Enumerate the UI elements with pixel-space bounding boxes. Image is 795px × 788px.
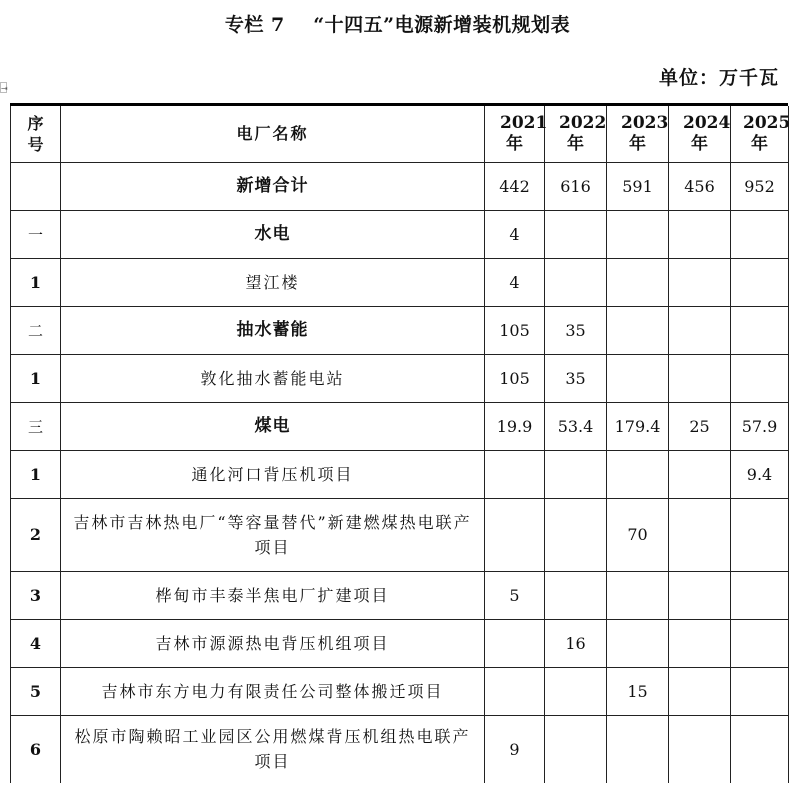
capacity-value-2024 bbox=[669, 258, 731, 306]
capacity-value-2023 bbox=[607, 450, 669, 498]
header-no: 序号 bbox=[11, 106, 61, 162]
capacity-value-2025 bbox=[731, 715, 789, 783]
capacity-value-2023: 591 bbox=[607, 162, 669, 210]
capacity-value-2022 bbox=[545, 498, 607, 571]
capacity-value-2023 bbox=[607, 258, 669, 306]
capacity-value-2025: 9.4 bbox=[731, 450, 789, 498]
capacity-value-2025 bbox=[731, 210, 789, 258]
capacity-value-2024 bbox=[669, 498, 731, 571]
table-move-handle[interactable]: ⇥ bbox=[1, 84, 8, 93]
row-number: 1 bbox=[11, 354, 61, 402]
capacity-value-2023 bbox=[607, 715, 669, 783]
capacity-value-2023 bbox=[607, 354, 669, 402]
capacity-value-2023 bbox=[607, 619, 669, 667]
row-number: 三 bbox=[11, 402, 61, 450]
header-year-2024: 2024年 bbox=[669, 106, 731, 162]
header-name: 电厂名称 bbox=[61, 106, 485, 162]
row-number: 1 bbox=[11, 450, 61, 498]
capacity-value-2021 bbox=[485, 450, 545, 498]
capacity-value-2022 bbox=[545, 667, 607, 715]
table-row bbox=[11, 306, 789, 354]
capacity-value-2025 bbox=[731, 619, 789, 667]
table-row bbox=[11, 354, 789, 402]
capacity-value-2024 bbox=[669, 354, 731, 402]
plant-name: 敦化抽水蓄能电站 bbox=[61, 354, 485, 402]
capacity-value-2024: 25 bbox=[669, 402, 731, 450]
header-year-2022: 2022年 bbox=[545, 106, 607, 162]
capacity-value-2022 bbox=[545, 210, 607, 258]
planning-table-wrapper bbox=[10, 103, 791, 783]
capacity-value-2025 bbox=[731, 571, 789, 619]
capacity-value-2021: 9 bbox=[485, 715, 545, 783]
table-row bbox=[11, 619, 789, 667]
capacity-value-2023: 15 bbox=[607, 667, 669, 715]
capacity-value-2021: 4 bbox=[485, 210, 545, 258]
capacity-value-2023: 179.4 bbox=[607, 402, 669, 450]
plant-name: 吉林市东方电力有限责任公司整体搬迁项目 bbox=[61, 667, 485, 715]
row-number: 6 bbox=[11, 715, 61, 783]
plant-name: 水电 bbox=[61, 210, 485, 258]
table-title: 专栏 7 “十四五”电源新增装机规划表 bbox=[224, 14, 571, 36]
table-row bbox=[11, 715, 789, 783]
plant-name: 抽水蓄能 bbox=[61, 306, 485, 354]
table-header-row bbox=[11, 106, 789, 162]
capacity-value-2025 bbox=[731, 498, 789, 571]
capacity-value-2021: 4 bbox=[485, 258, 545, 306]
row-number: 4 bbox=[11, 619, 61, 667]
capacity-value-2021: 5 bbox=[485, 571, 545, 619]
capacity-value-2022 bbox=[545, 450, 607, 498]
capacity-value-2024 bbox=[669, 450, 731, 498]
plant-name: 望江楼 bbox=[61, 258, 485, 306]
row-number: 二 bbox=[11, 306, 61, 354]
capacity-value-2023 bbox=[607, 306, 669, 354]
capacity-value-2025: 952 bbox=[731, 162, 789, 210]
header-year-2025: 2025年 bbox=[731, 106, 789, 162]
capacity-value-2024 bbox=[669, 306, 731, 354]
capacity-value-2021: 105 bbox=[485, 354, 545, 402]
capacity-value-2022: 16 bbox=[545, 619, 607, 667]
row-number bbox=[11, 162, 61, 210]
capacity-value-2023 bbox=[607, 210, 669, 258]
table-row bbox=[11, 498, 789, 571]
plant-name: 松原市陶赖昭工业园区公用燃煤背压机组热电联产项目 bbox=[61, 715, 485, 783]
capacity-value-2024 bbox=[669, 571, 731, 619]
capacity-value-2025 bbox=[731, 258, 789, 306]
capacity-value-2022: 35 bbox=[545, 306, 607, 354]
capacity-value-2023 bbox=[607, 571, 669, 619]
row-number: 3 bbox=[11, 571, 61, 619]
capacity-value-2022 bbox=[545, 715, 607, 783]
plant-name: 吉林市源源热电背压机组项目 bbox=[61, 619, 485, 667]
capacity-value-2022: 616 bbox=[545, 162, 607, 210]
table-row bbox=[11, 667, 789, 715]
capacity-value-2023: 70 bbox=[607, 498, 669, 571]
plant-name: 桦甸市丰泰半焦电厂扩建项目 bbox=[61, 571, 485, 619]
capacity-value-2022 bbox=[545, 258, 607, 306]
capacity-value-2021 bbox=[485, 667, 545, 715]
row-number: 一 bbox=[11, 210, 61, 258]
plant-name: 煤电 bbox=[61, 402, 485, 450]
row-number: 1 bbox=[11, 258, 61, 306]
row-number: 2 bbox=[11, 498, 61, 571]
capacity-value-2021: 19.9 bbox=[485, 402, 545, 450]
capacity-value-2024 bbox=[669, 715, 731, 783]
plant-name: 通化河口背压机项目 bbox=[61, 450, 485, 498]
plant-name: 新增合计 bbox=[61, 162, 485, 210]
table-row bbox=[11, 571, 789, 619]
unit-label: 单位：万千瓦 bbox=[658, 67, 779, 89]
capacity-value-2022: 35 bbox=[545, 354, 607, 402]
table-body bbox=[11, 162, 789, 783]
capacity-value-2025 bbox=[731, 667, 789, 715]
capacity-value-2021: 442 bbox=[485, 162, 545, 210]
table-row bbox=[11, 450, 789, 498]
capacity-value-2021: 105 bbox=[485, 306, 545, 354]
planning-table bbox=[10, 106, 789, 783]
capacity-value-2025 bbox=[731, 306, 789, 354]
table-row bbox=[11, 402, 789, 450]
capacity-value-2022: 53.4 bbox=[545, 402, 607, 450]
table-row bbox=[11, 162, 789, 210]
table-row bbox=[11, 258, 789, 306]
capacity-value-2024 bbox=[669, 667, 731, 715]
capacity-value-2021 bbox=[485, 619, 545, 667]
capacity-value-2024 bbox=[669, 619, 731, 667]
row-number: 5 bbox=[11, 667, 61, 715]
capacity-value-2024: 456 bbox=[669, 162, 731, 210]
capacity-value-2025: 57.9 bbox=[731, 402, 789, 450]
header-year-2021: 2021年 bbox=[485, 106, 545, 162]
table-row bbox=[11, 210, 789, 258]
capacity-value-2025 bbox=[731, 354, 789, 402]
capacity-value-2021 bbox=[485, 498, 545, 571]
plant-name: 吉林市吉林热电厂“等容量替代”新建燃煤热电联产项目 bbox=[61, 498, 485, 571]
capacity-value-2022 bbox=[545, 571, 607, 619]
capacity-value-2024 bbox=[669, 210, 731, 258]
header-year-2023: 2023年 bbox=[607, 106, 669, 162]
